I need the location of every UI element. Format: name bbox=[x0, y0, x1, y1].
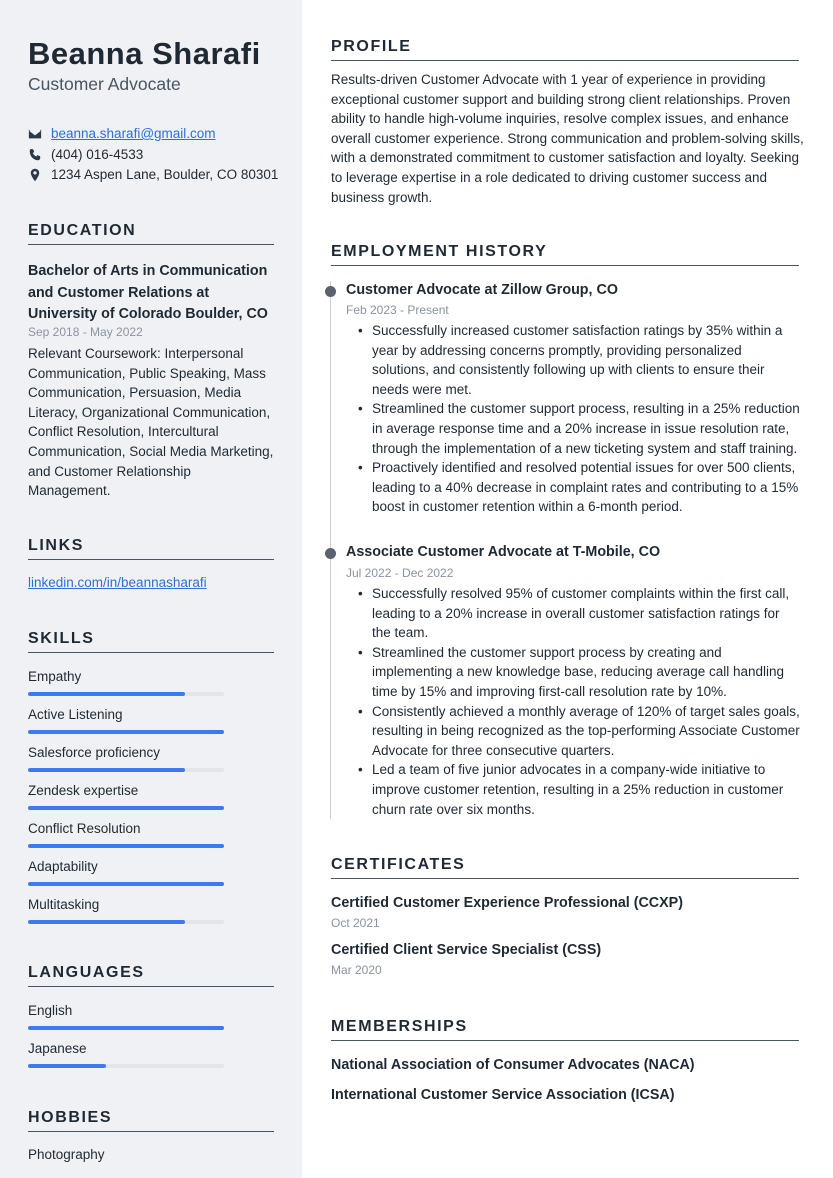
employment-heading: EMPLOYMENT HISTORY bbox=[331, 243, 799, 266]
skill-name: Multitasking bbox=[28, 897, 100, 912]
skill-bar-fill bbox=[28, 844, 224, 848]
job-title: Associate Customer Advocate at T-Mobile, CO bbox=[346, 544, 661, 560]
education-dates: Sep 2018 - May 2022 bbox=[28, 325, 143, 339]
job-bullet: • Led a team of five junior advocates in a company-wide initiative to improve customer retention, resulting in a 25% reduction in customer churn rate over six months. bbox=[346, 760, 801, 819]
language-bar-fill bbox=[28, 1026, 224, 1030]
skills-heading: SKILLS bbox=[28, 630, 274, 653]
phone-icon bbox=[28, 148, 42, 162]
skill-bar bbox=[28, 844, 224, 848]
email-link[interactable]: beanna.sharafi@gmail.com bbox=[51, 126, 216, 141]
job-bullet: • Successfully increased customer satisfaction ratings by 35% within a year by addressing concerns promptly, providing personalized solutions, and consistently following up with clients to ensure their needs were met. bbox=[346, 321, 801, 399]
certificate-date: Mar 2020 bbox=[331, 963, 382, 977]
phone-number: (404) 016-4533 bbox=[51, 147, 144, 162]
profile-summary: Results-driven Customer Advocate with 1 year of experience in providing exceptional customer support and building strong client relationships. Proven ability to handle high-volume inquiries, resolve complex issues, and enhance overall customer experience. Strong communication and problem-solving skills, with a demonstrated commitment to customer satisfaction and loyalty. Seeking to leverage expertise in a role dedicated to driving customer success and business growth. bbox=[331, 72, 804, 205]
skill-bar-fill bbox=[28, 882, 224, 886]
hobby-item: Photography bbox=[28, 1147, 105, 1162]
skill-bar-fill bbox=[28, 768, 185, 772]
job-bullets bbox=[346, 584, 801, 819]
skill-bar bbox=[28, 882, 224, 886]
skill-bar bbox=[28, 920, 224, 924]
certificate-name: Certified Client Service Specialist (CSS) bbox=[331, 942, 602, 958]
contact-address bbox=[28, 167, 278, 182]
location-pin-icon bbox=[28, 168, 42, 182]
language-name: Japanese bbox=[28, 1041, 87, 1056]
languages-heading: LANGUAGES bbox=[28, 964, 274, 987]
envelope-icon bbox=[28, 127, 42, 141]
sidebar bbox=[0, 0, 302, 1178]
membership-item: International Customer Service Association (ICSA) bbox=[331, 1087, 675, 1103]
certificate-name: Certified Customer Experience Professional (CCXP) bbox=[331, 895, 683, 911]
certificates-heading: CERTIFICATES bbox=[331, 856, 799, 879]
skill-name: Adaptability bbox=[28, 859, 98, 874]
memberships-heading: MEMBERSHIPS bbox=[331, 1018, 799, 1041]
skill-name: Conflict Resolution bbox=[28, 821, 141, 836]
membership-item: National Association of Consumer Advocates (NACA) bbox=[331, 1057, 695, 1073]
job-bullet: • Streamlined the customer support process by creating and implementing a new knowledge base, reducing average call handling time by 15% and improving first-call resolution rate by 10%. bbox=[346, 643, 801, 702]
skill-name: Zendesk expertise bbox=[28, 783, 139, 798]
skill-bar-fill bbox=[28, 730, 224, 734]
address: 1234 Aspen Lane, Boulder, CO 80301 bbox=[51, 167, 279, 182]
main-content bbox=[302, 0, 833, 1178]
language-bar bbox=[28, 1026, 224, 1030]
skill-name: Active Listening bbox=[28, 707, 123, 722]
education-degree: Bachelor of Arts in Communication and Customer Relations at University of Colorado Boulder, CO bbox=[28, 263, 268, 322]
job-title: Customer Advocate at Zillow Group, CO bbox=[346, 282, 618, 298]
hobbies-heading: HOBBIES bbox=[28, 1109, 274, 1132]
language-bar bbox=[28, 1064, 224, 1068]
skill-bar-fill bbox=[28, 692, 185, 696]
links-heading: LINKS bbox=[28, 537, 274, 560]
language-bar-fill bbox=[28, 1064, 106, 1068]
job-bullet: • Consistently achieved a monthly average of 120% of target sales goals, resulting in being recognized as the top-performing Associate Customer Advocate for three consecutive quarters. bbox=[346, 702, 801, 761]
skill-name: Empathy bbox=[28, 669, 82, 684]
profile-heading: PROFILE bbox=[331, 38, 799, 61]
language-name: English bbox=[28, 1003, 73, 1018]
skill-name: Salesforce proficiency bbox=[28, 745, 161, 760]
timeline-dot bbox=[325, 286, 336, 297]
skill-bar-fill bbox=[28, 920, 185, 924]
skill-bar-fill bbox=[28, 806, 224, 810]
skill-bar bbox=[28, 692, 224, 696]
contact-email bbox=[28, 126, 216, 141]
certificate-date: Oct 2021 bbox=[331, 916, 380, 930]
job-bullet: • Successfully resolved 95% of customer complaints within the first call, leading to a 20% increase in overall customer satisfaction ratings for the team. bbox=[346, 584, 801, 643]
candidate-title: Customer Advocate bbox=[28, 74, 181, 94]
linkedin-link[interactable]: linkedin.com/in/beannasharafi bbox=[28, 575, 207, 590]
education-coursework: Relevant Coursework: Interpersonal Communication, Public Speaking, Mass Communication, Persuasion, Media Literacy, Organizational Communication, Conflict Resolution, Intercultural Communication, Social Media Marketing, and Customer Relationship Management. bbox=[28, 346, 274, 499]
job-dates: Feb 2023 - Present bbox=[346, 303, 449, 317]
education-heading: EDUCATION bbox=[28, 222, 274, 245]
skill-bar bbox=[28, 806, 224, 810]
job-bullet: • Streamlined the customer support process, resulting in a 25% reduction in average response time and a 20% increase in issue resolution rate, through the implementation of a new ticketing system and staff training. bbox=[346, 399, 801, 458]
job-dates: Jul 2022 - Dec 2022 bbox=[346, 566, 454, 580]
job-bullet: • Proactively identified and resolved potential issues for over 500 clients, leading to a 40% decrease in complaint rates and contributing to a 15% boost in customer retention within a 6-month period. bbox=[346, 458, 801, 517]
job-bullets bbox=[346, 321, 801, 517]
skill-bar bbox=[28, 730, 224, 734]
skill-bar bbox=[28, 768, 224, 772]
contact-phone bbox=[28, 147, 143, 162]
timeline-dot bbox=[325, 548, 336, 559]
candidate-name: Beanna Sharafi bbox=[28, 36, 261, 71]
